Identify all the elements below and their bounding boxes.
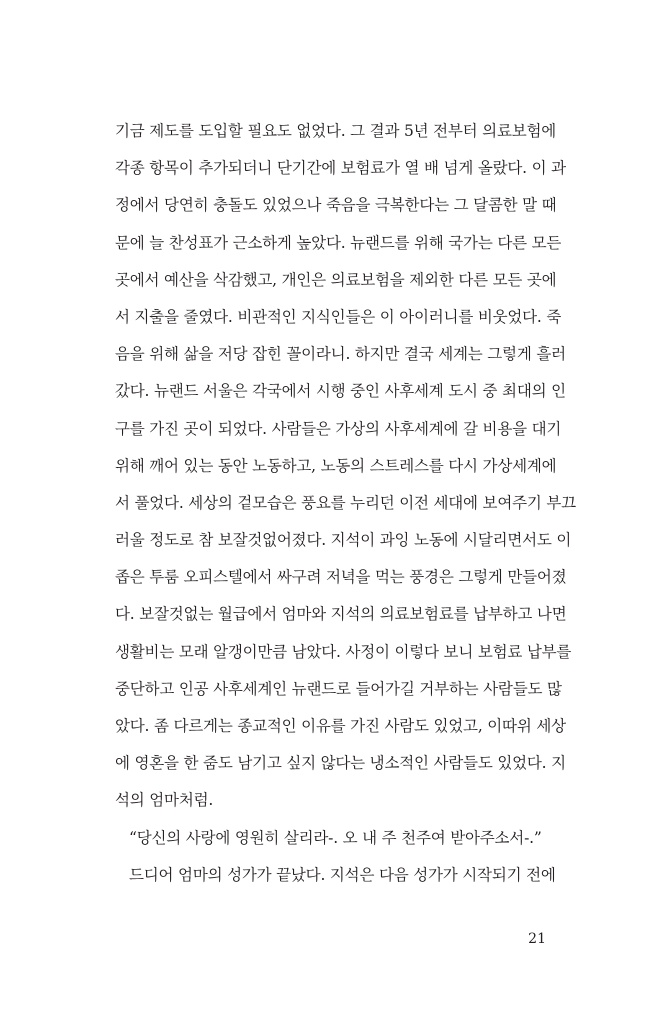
text-line-12: 러울 정도로 참 보잘것없어졌다. 지석이 과잉 노동에 시달리면서도 이 — [115, 531, 572, 550]
quote-line: “당신의 사랑에 영원히 살리라-. 오 내 주 천주여 받아주소서-.” — [129, 828, 542, 847]
body-text — [115, 113, 576, 894]
text-line-13: 좁은 투룸 오피스텔에서 싸구려 저녁을 먹는 풍경은 그렇게 만들어졌 — [115, 568, 567, 587]
final-line: 드디어 엄마의 성가가 끝났다. 지석은 다음 성가가 시작되기 전에 — [129, 865, 556, 884]
text-line-9: 구를 가진 곳이 되었다. 사람들은 가상의 사후세계에 갈 비용을 대기 — [115, 419, 562, 438]
text-line-18: 에 영혼을 한 줌도 남기고 싶지 않다는 냉소적인 사람들도 있었다. 지 — [115, 754, 566, 773]
text-line-16: 중단하고 인공 사후세계인 뉴랜드로 들어가길 거부하는 사람들도 많 — [115, 679, 562, 698]
page-number: 21 — [528, 931, 546, 947]
text-line-17: 았다. 좀 다르게는 종교적인 이유를 가진 사람도 있었고, 이따위 세상 — [115, 717, 566, 735]
text-line-8: 갔다. 뉴랜드 서울은 각국에서 시행 중인 사후세계 도시 중 최대의 인 — [115, 382, 566, 401]
text-line-4: 문에 늘 찬성표가 근소하게 높았다. 뉴랜드를 위해 국가는 다른 모든 — [115, 233, 562, 252]
text-line-3: 정에서 당연히 충돌도 있었으나 죽음을 극복한다는 그 달콤한 말 때 — [115, 196, 557, 215]
text-line-10: 위해 깨어 있는 동안 노동하고, 노동의 스트레스를 다시 가상세계에 — [115, 456, 557, 475]
text-line-19: 석의 엄마처럼. — [115, 791, 214, 810]
text-line-1: 기금 제도를 도입할 필요도 없었다. 그 결과 5년 전부터 의료보험에 — [115, 122, 557, 140]
text-line-11: 서 풀었다. 세상의 겉모습은 풍요를 누리던 이전 세대에 보여주기 부끄 — [115, 493, 576, 512]
text-line-2: 각종 항목이 추가되더니 단기간에 보험료가 열 배 넘게 올랐다. 이 과 — [115, 159, 566, 178]
text-line-14: 다. 보잘것없는 월급에서 엄마와 지석의 의료보험료를 납부하고 나면 — [115, 605, 567, 624]
text-line-5: 곳에서 예산을 삭감했고, 개인은 의료보험을 제외한 다른 모든 곳에 — [115, 270, 557, 289]
text-line-15: 생활비는 모래 알갱이만큼 남았다. 사정이 이렇다 보니 보험료 납부를 — [115, 642, 572, 661]
text-line-6: 서 지출을 줄였다. 비관적인 지식인들은 이 아이러니를 비웃었다. 죽 — [115, 307, 562, 326]
text-line-7: 음을 위해 삶을 저당 잡힌 꼴이라니. 하지만 결국 세계는 그렇게 흘러 — [115, 345, 566, 364]
